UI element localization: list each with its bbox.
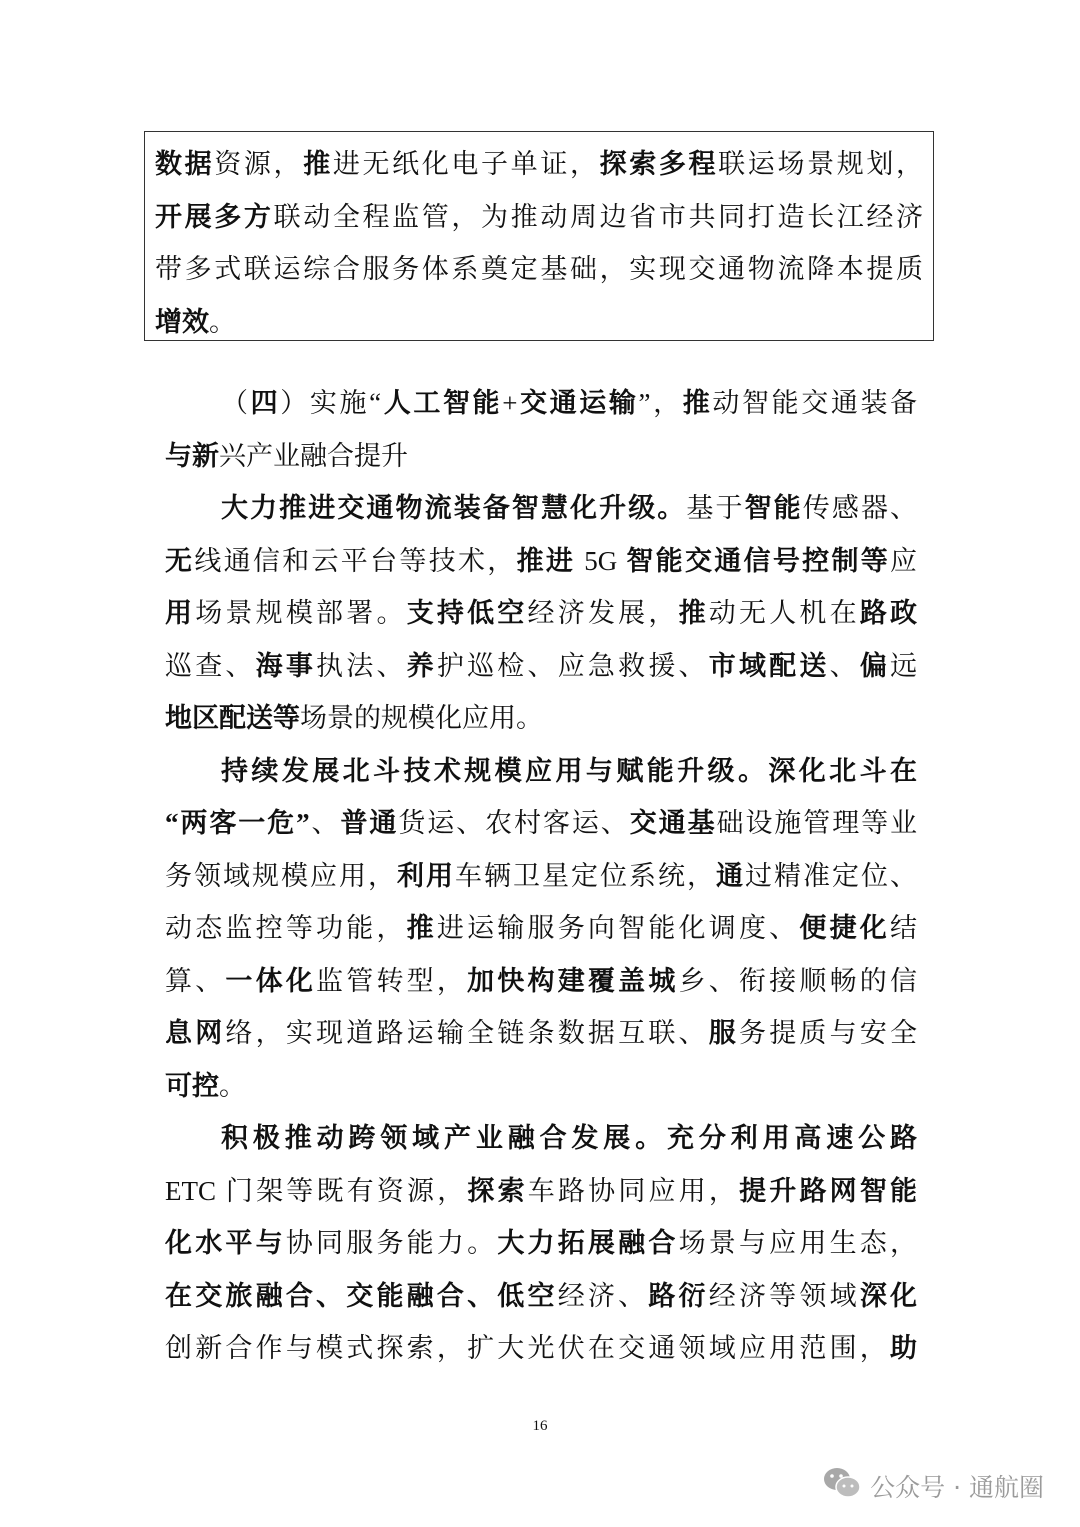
text-segment: 执法、	[316, 650, 407, 681]
text-segment: 联运场景规划，	[718, 149, 924, 179]
document-body	[165, 377, 917, 1375]
bold-text: 海事	[255, 650, 317, 681]
text-line	[165, 1322, 917, 1375]
text-line	[165, 640, 917, 693]
wechat-icon	[822, 1466, 862, 1506]
text-line	[155, 138, 923, 191]
bold-text: 加快构建覆盖城	[467, 965, 679, 996]
bold-text: 探索	[467, 1175, 528, 1206]
text-segment: 5G	[575, 545, 627, 576]
bold-text: 积极推动跨领域产业融合发展。充分利用高速公路	[221, 1123, 917, 1153]
text-segment: 络，实现道路运输全链条数据互联、	[225, 1018, 709, 1048]
text-segment: 础设施管理等业	[716, 808, 918, 838]
bold-text: 化水平与	[165, 1228, 286, 1258]
bold-text: 市域配送	[708, 650, 830, 681]
bold-text: 在交旅融合、交能融合、低空	[165, 1280, 558, 1311]
bold-text: 无	[165, 545, 195, 576]
text-line	[155, 243, 923, 296]
text-segment: 过精准定位、	[745, 860, 917, 891]
text-line	[165, 745, 917, 798]
bold-text: 路衍	[648, 1280, 709, 1311]
bold-text: 推	[682, 388, 713, 418]
text-segment: 护巡检、应急救援、	[436, 650, 709, 681]
bold-text: 息网	[165, 1018, 226, 1048]
text-segment: 远	[890, 650, 918, 681]
text-segment: +	[502, 388, 518, 418]
text-line	[165, 1007, 917, 1060]
text-segment: 务领域规模应用，	[165, 860, 397, 891]
text-segment: 场景与应用生态，	[678, 1228, 918, 1258]
text-segment: 乡、衔接顺畅的信	[678, 965, 918, 996]
watermark	[822, 1466, 1044, 1506]
bold-text: 人工智能	[381, 388, 503, 418]
text-segment: 资源，	[214, 149, 304, 179]
bold-text: 交通基	[629, 808, 717, 838]
text-segment: 务提质与安全	[738, 1018, 918, 1048]
page-number: 16	[532, 1418, 548, 1434]
text-segment: 。	[209, 306, 236, 337]
text-line	[165, 692, 917, 745]
text-segment: 。	[219, 1070, 246, 1101]
bold-text: 推	[303, 149, 333, 179]
highlighted-text-box	[144, 131, 934, 341]
bold-text: 通	[716, 860, 745, 891]
bold-text: 智能交通信号控制等	[626, 545, 891, 576]
text-segment: 进无纸化电子单证，	[332, 149, 600, 179]
text-line	[165, 377, 917, 430]
text-segment: 场景规模部署。	[195, 598, 407, 628]
text-segment: 经济、	[557, 1280, 649, 1311]
text-segment: ETC 门架等既有资源，	[165, 1175, 468, 1206]
bold-text: 大力推进交通物流装备智慧化升级。	[221, 493, 687, 523]
bold-text: 养	[406, 650, 437, 681]
text-segment: 监管转型，	[316, 965, 468, 996]
bold-text: 一体化	[225, 965, 317, 996]
bold-text: 持续发展北斗技术规模应用与赋能升级。深化北斗在	[221, 755, 917, 786]
text-segment: 进运输服务向智能化调度、	[436, 913, 800, 943]
bold-text: 利用	[397, 860, 455, 891]
text-segment: 车辆卫星定位系统，	[455, 860, 716, 891]
text-segment: 线通信和云平台等技术，	[194, 545, 517, 576]
text-line	[165, 955, 917, 1008]
bold-text: 偏	[859, 650, 891, 681]
text-segment: 动无人机在	[708, 598, 860, 628]
text-segment: 协同服务能力。	[285, 1228, 498, 1258]
bold-text: 数据	[155, 149, 215, 179]
bold-text: 服	[708, 1018, 739, 1048]
text-line	[165, 535, 917, 588]
bold-text: 大力拓展融合	[497, 1228, 679, 1258]
text-line	[165, 1112, 917, 1165]
bold-text: 可控	[165, 1070, 219, 1101]
bold-text: 助	[890, 1333, 917, 1363]
text-line	[165, 482, 917, 535]
text-segment: 场景的规模化应用。	[300, 703, 543, 733]
bold-text: 与新	[165, 440, 219, 471]
bold-text: 普通	[340, 808, 399, 838]
text-line	[155, 191, 923, 244]
text-segment: 动态监控等功能，	[165, 913, 407, 943]
text-line	[165, 1270, 917, 1323]
bold-text: 增效	[155, 306, 209, 337]
text-segment: 带多式联运综合服务体系奠定基础，实现交通物流降本提质	[155, 254, 923, 284]
text-segment: 结	[890, 913, 918, 943]
bold-text: 推	[678, 598, 709, 628]
bold-text: 路政	[859, 598, 918, 628]
text-segment: 算、	[165, 965, 226, 996]
text-segment: ”，	[638, 388, 683, 418]
text-line	[155, 296, 923, 349]
bold-text: 提升路网智能	[739, 1175, 918, 1206]
text-line	[165, 587, 917, 640]
text-segment: 、	[829, 650, 860, 681]
bold-text: 四	[250, 388, 281, 418]
bold-text: 支持低空	[406, 598, 528, 628]
bold-text: 用	[165, 598, 196, 628]
bold-text: 交通运输	[517, 388, 639, 418]
bold-text: 智能	[744, 493, 803, 523]
text-segment: 经济发展，	[527, 598, 679, 628]
text-line	[165, 1217, 917, 1270]
watermark-text: 公众号 · 通航圈	[870, 1473, 1044, 1502]
text-segment: 巡查、	[165, 650, 256, 681]
text-segment: 经济等领域	[708, 1280, 860, 1311]
text-segment: 应	[890, 545, 918, 576]
text-line	[165, 1060, 917, 1113]
bold-text: 开展多方	[155, 201, 274, 232]
text-segment: 、	[309, 808, 341, 838]
text-line	[165, 430, 917, 483]
text-segment: 动智能交通装备	[712, 388, 918, 418]
text-segment: 创新合作与模式探索，扩大光伏在交通领域应用范围，	[165, 1333, 890, 1363]
text-line	[165, 1165, 917, 1218]
text-segment: ）实施“	[280, 388, 382, 418]
text-segment: 联动全程监管，为推动周边省市共同打造长江经济	[273, 201, 924, 232]
bold-text: 便捷化	[799, 913, 891, 943]
text-segment: 货运、农村客运、	[398, 808, 630, 838]
text-line	[165, 850, 917, 903]
text-line	[165, 902, 917, 955]
bold-text: 深化	[859, 1280, 918, 1311]
text-segment: （	[221, 388, 251, 418]
bold-text: 地区配送等	[165, 703, 300, 733]
text-segment: 车路协同应用，	[527, 1175, 740, 1206]
text-line	[165, 797, 917, 850]
bold-text: 探索多程	[599, 149, 719, 179]
text-segment: 基于	[686, 493, 745, 523]
bold-text: 推进	[516, 545, 576, 576]
bold-text: 推	[406, 913, 437, 943]
text-segment: 传感器、	[802, 493, 918, 523]
text-segment: 兴产业融合提升	[219, 440, 408, 471]
bold-text: “两客一危”	[165, 808, 310, 838]
